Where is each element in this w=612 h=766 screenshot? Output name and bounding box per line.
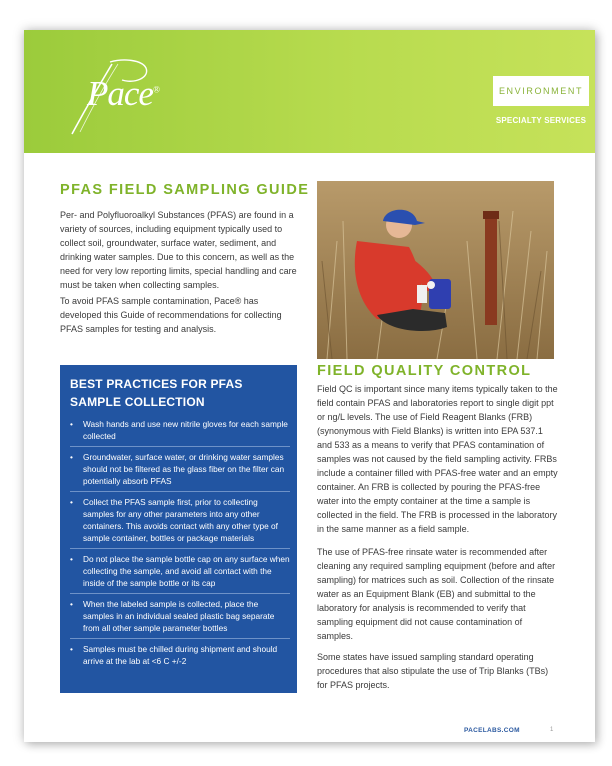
- logo-wordmark: [87, 74, 159, 114]
- intro-paragraph-1: Per- and Polyfluoroalkyl Substances (PFAS) are found in a variety of sources, including equipment typically used to collect soil, groundwater, surface water, sediment, and drinking water samples. Due to this concern, as well as the need for very low reporting limits, special handling and care must be taken when collecting samples.: [60, 210, 297, 290]
- category-label: ENVIRONMENT: [498, 86, 584, 96]
- field-qc-title: FIELD QUALITY CONTROL: [317, 363, 532, 379]
- header-banner: [24, 30, 595, 153]
- field-qc-paragraph-3: Some states have issued sampling standard operating procedures that also stipulate the use of Trip Blanks (TBs) for PFAS projects.: [317, 652, 549, 690]
- footer-website: PACELABS.COM: [464, 727, 520, 734]
- field-worker-image-icon: [317, 181, 554, 359]
- list-item: • Do not place the sample bottle cap on any surface when collecting the sample, and avoid all contact with the inside of the sample bottle or its cap: [70, 553, 290, 594]
- field-qc-paragraph-1: Field QC is important since many items typically taken to the field contain PFAS and laboratories report to single digit ppt or ng/L levels. The use of Field Reagent Blanks (FRB) (synonymous with Field Blanks) is written into EPA 537.1 and 533 as a means to verify that PFAS contamination of samples was not caused by the field sampling activity. FRBs include a container filled with PFAS-free water and an empty container. An FRB is collected by pouring the PFAS-free water into the empty container at the time a sample is collected in the field. The FRB is processed in the laboratory in the same manner as a field sample.: [317, 384, 558, 534]
- page-number: 1: [550, 727, 554, 733]
- logo-name: Pace: [87, 74, 153, 113]
- document-page: [24, 30, 595, 742]
- category-tag: [493, 76, 589, 106]
- subcategory-label: SPECIALTY SERVICES: [495, 116, 587, 125]
- list-item: • Groundwater, surface water, or drinking water samples should not be filtered as the glass fiber on the filter can potentially absorb PFAS: [70, 451, 290, 492]
- list-item: • Wash hands and use new nitrile gloves for each sample collected: [70, 418, 290, 447]
- best-practices-box: [60, 365, 297, 693]
- list-item: • Collect the PFAS sample first, prior to collecting samples for any other parameters into any other containers. This avoids contact with any other type of sample container, bottles or package materials: [70, 496, 290, 549]
- logo-registered-mark: ®: [152, 84, 159, 95]
- guide-title: PFAS FIELD SAMPLING GUIDE: [60, 182, 310, 198]
- field-sampling-photo: [317, 181, 554, 359]
- best-practices-list: [70, 418, 290, 675]
- best-practices-title: BEST PRACTICES FOR PFAS SAMPLE COLLECTION: [70, 377, 243, 409]
- list-item: • Samples must be chilled during shipment and should arrive at the lab at <6 C +/-2: [70, 643, 290, 671]
- field-qc-paragraph-2: The use of PFAS-free rinsate water is recommended after cleaning any required sampling equipment (before and after sampling) for matrices such as soil. Collection of the rinsate water as an Equipment Blank (EB) and submittal to the laboratory for analysis is recommended to verify that sampling equipment did not cause contamination of samples.: [317, 547, 556, 641]
- intro-paragraph-2: To avoid PFAS sample contamination, Pace® has developed this Guide of recommendations for collecting PFAS samples for testing and analysis.: [60, 296, 282, 334]
- list-item: • When the labeled sample is collected, place the samples in an individual sealed plastic bag separate from all other sample parameter bottles: [70, 598, 290, 639]
